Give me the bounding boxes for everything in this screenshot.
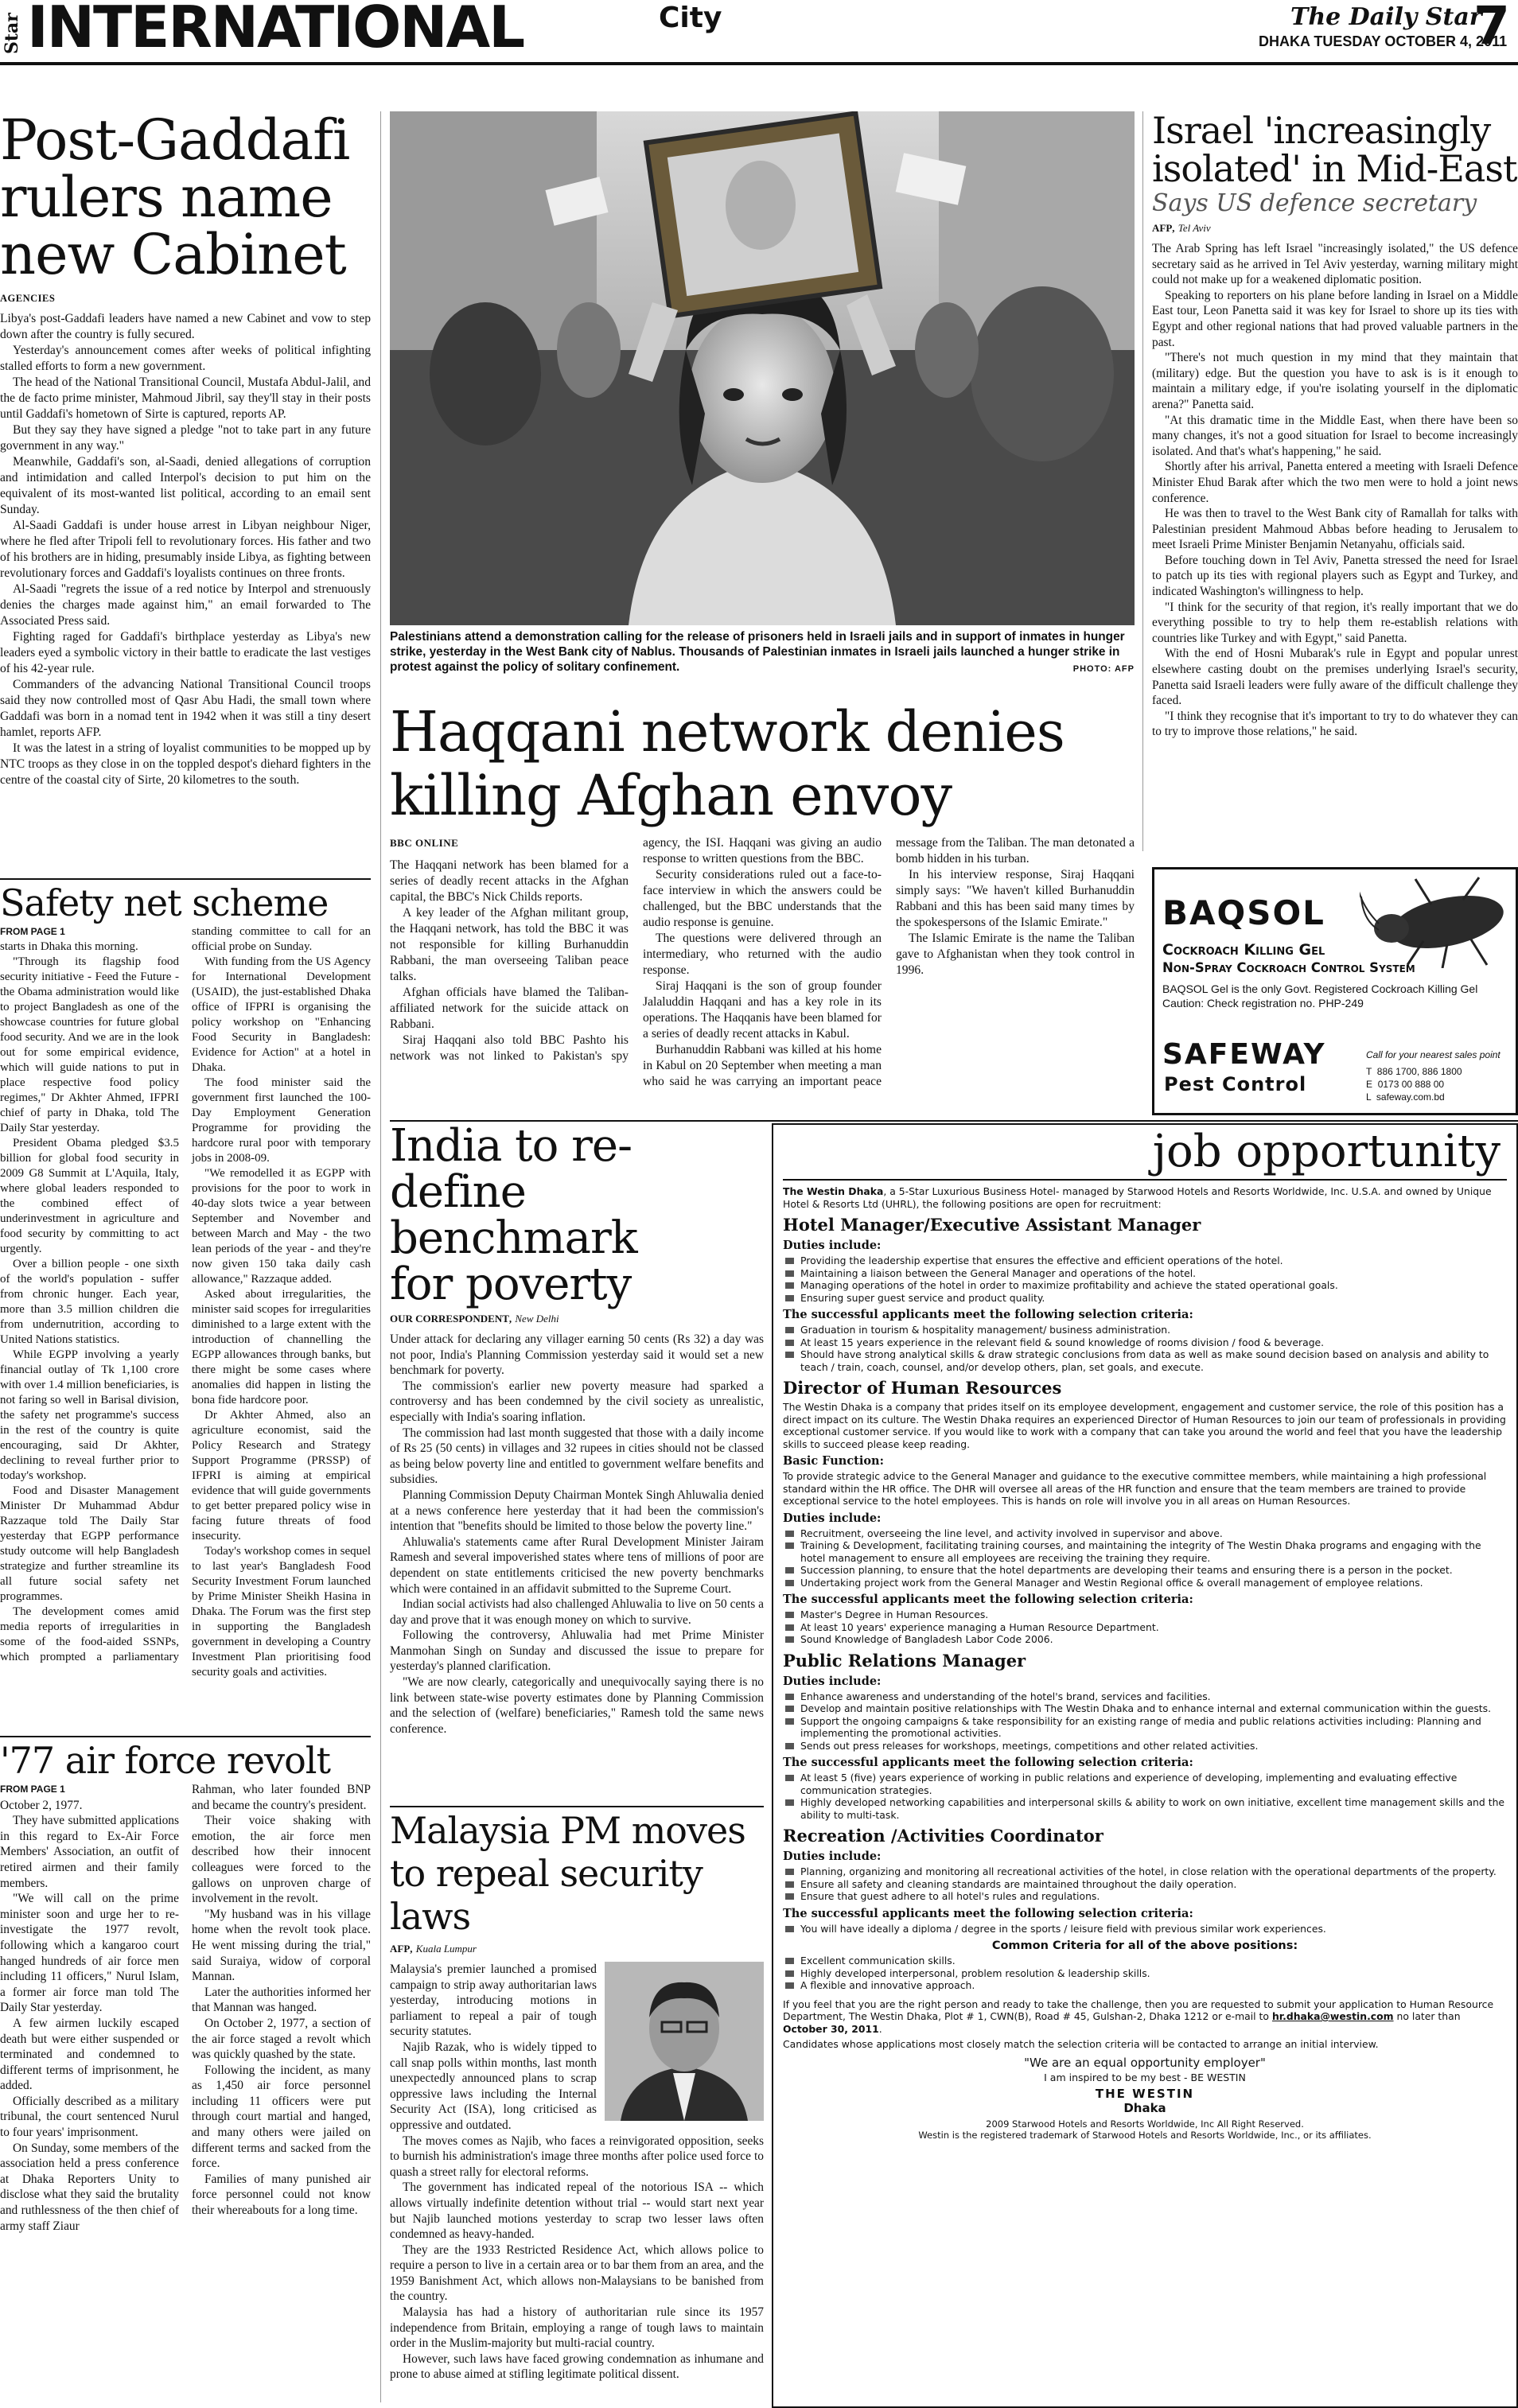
divider xyxy=(0,878,371,880)
byline-india: OUR CORRESPONDENT, New Delhi xyxy=(390,1313,559,1325)
photo-caption: Palestinians attend a demonstration calling for the release of prisoners held in Israeli jails and in support of inmates in hunger strike, yesterday in the West Bank city of Nablus. Thousands of Palestinian inmates in Israeli jails launched a hunger strike in protest against the policy of solitary confinement. PHOTO: AFP xyxy=(390,625,1135,675)
basic-function: To provide strategic advice to the General Manager and guidance to the executive committee members, while maintaining a high professional standard within the HR office. The DHR will oversee all areas of the HR function and ensure that the team members are trained to provide exceptional service to the hotel employees. This is hands on role will involve you in all areas on Human Resources. xyxy=(783,1470,1487,1507)
headline-malaysia: Malaysia PM moves to repeal security laws xyxy=(390,1809,745,1938)
job-intro: The Westin Dhaka, a 5-Star Luxurious Business Hotel- managed by Starwood Hotels and Resorts Worldwide, Inc. U.S.A. and owned by Unique Hotel & Resorts Ltd (UHRL), the following positions are open for recruitment: xyxy=(783,1185,1492,1210)
article-safety-net xyxy=(0,881,371,1731)
article-israel xyxy=(1152,111,1518,859)
headline-israel: Israel 'increasingly isolated' in Mid-East xyxy=(1152,111,1517,190)
duties-label: Duties include: xyxy=(783,1850,882,1863)
criteria-list: You will have ideally a diploma / degree in the sports / leisure field with previous similar work experiences. xyxy=(783,1923,1507,1935)
body-israel: The Arab Spring has left Israel "increasingly isolated," the US defence secretary said as he arrived in Tel Aviv yesterday, warning military might could not make up for a weakened diplomatic position. Speaking to reporters on his plane before landing in Israel on a Middle East tour, Leon Panetta said it was key for Israel to shore up its ties with Egypt and other regional nations that had proved valuable partners in the past. "There's not much question in my mind that they maintain that (military) edge. But the question you have to ask is is it enough to maintain a military edge, if you're isolating yourself in the diplomatic arena?" Panetta said. "At this dramatic time in the Middle East, when there have been so many changes, it's not a good situation for Israel to become increasingly isolated. And that's what's happening," he said. Shortly after his arrival, Panetta entered a meeting with Israeli Defence Minister Ehud Barak after which the two men were to hold a joint news conference. He was then to travel to the West Bank city of Ramallah for talks with Palestinian president Mahmoud Abbas before heading to Jerusalem to meet Israeli Prime Minister Benjamin Netanyahu, officials said. Before touching down in Tel Aviv, Panetta stressed the need for Israel to patch up its ties with regional players such as Egypt and Turkey, and indicated Washington's willingness to help. "I think for the security of that region, it's really important that we do everything possible to try to help them re-establish relations with countries like Turkey and with Egypt," said Panetta. With the end of Hosni Mubarak's rule in Egypt and popular unrest elsewhere casting doubt on the premises underlying Israel's security, Panetta said Israeli leaders were fully aware of the difficult challenge they faced. "I think they recognise that it's important to try to do whatever they can to try to improve those relations," he said. xyxy=(1152,242,1518,739)
article-air-force-revolt xyxy=(0,1739,371,2408)
column-rule xyxy=(380,111,381,2402)
headline-india: India to re-define benchmark for poverty xyxy=(390,1123,637,1310)
ad-line4: Caution: Check registration no. PHP-249 xyxy=(1162,997,1364,1009)
headline-safety-net: Safety net scheme xyxy=(0,881,329,924)
duties-list: Enhance awareness and understanding of the hotel's brand, services and facilities. Develop and maintain positive relationships with The Westin Dhaka and to enhance internal and external communication within the guests. Support the ongoing campaigns & take responsibility for an existing range of media and public relations activities including: Planning and implementing the promotional activities. Sends out press releases for workshops, meetings, competitions and other related activities. xyxy=(783,1690,1507,1753)
criteria-label: The successful applicants meet the following selection criteria: xyxy=(783,1308,1193,1321)
ad-line3: BAQSOL Gel is the only Govt. Registered Cockroach Killing Gel xyxy=(1162,982,1478,995)
byline-israel: AFP, Tel Aviv xyxy=(1152,222,1211,234)
inspired: I am inspired to be my best - BE WESTIN xyxy=(1044,2071,1246,2083)
body-malaysia: Malaysia's premier launched a promised campaign to strip away authoritarian laws yesterday, introducing motions in parliament to repeal a pair of tough security statutes. Najib Razak, who is widely tipped to call snap polls within months, last month unexpectedly announced plans to scrap oppressive laws including the Internal Security Act (ISA), long criticised as oppressive and outdated. The moves comes as Najib, who faces a reinvigorated opposition, seeks to burnish his administration's image three months after police used force to quash a street rally for electoral reforms. The government has indicated repeal of the notorious ISA -- which allows virtually indefinite detention without trial -- would start next year but Najib launched motions yesterday to scrap two lesser laws often condemned as heavy-handed. They are the 1933 Restricted Residence Act, which allows police to require a person to live in a certain area or to bar them from an area, and the 1959 Banishment Act, which allows non-Malaysians to be banished from the country. Malaysia has had a history of authoritarian rule since its 1957 independence from Britain, employing a range of tough laws to maintain order in the Muslim-majority but multi-racial country. However, such laws have faced growing condemnation as inhumane and prone to abuse aimed at stifling legitimate political dissent. xyxy=(390,1963,764,2382)
article-malaysia xyxy=(390,1809,764,2408)
criteria-list: At least 5 (five) years experience of working in public relations and experience of developing, implementing and evaluating effective communication strategies. Highly developed networking capabilities and interpersonal skills & ability to work on own initiative, excellent time management skills and the ability to multi-task. xyxy=(783,1772,1507,1821)
copyright: 2009 Starwood Hotels and Resorts Worldwide, Inc All Right Reserved. Westin is the registered trademark of Starwood Hotels and Resorts Worldwide, Inc., or its affiliates. xyxy=(918,2118,1372,2141)
job-title-rule xyxy=(783,1179,1507,1181)
column-rule xyxy=(1142,111,1143,851)
apply-email[interactable]: hr.dhaka@westin.com xyxy=(1271,2010,1394,2022)
star-logo: Star xyxy=(2,13,22,54)
ad-cta: Call for your nearest sales point xyxy=(1366,1049,1500,1060)
ad-baqsol xyxy=(1152,867,1518,1115)
page-number: 7 xyxy=(1473,0,1510,56)
byline-malaysia: AFP, Kuala Lumpur xyxy=(390,1943,477,1955)
duties-list: Planning, organizing and monitoring all recreational activities of the hotel, in close relation with the operational departments of the property. Ensure all safety and cleaning standards are maintained throughout the daily operation. Ensure that guest adhere to all hotel's rules and regulations. xyxy=(783,1865,1507,1903)
job-position-title: Public Relations Manager xyxy=(783,1650,1026,1671)
divider xyxy=(0,1736,371,1737)
byline-gaddafi: AGENCIES xyxy=(0,293,56,304)
paper-name: The Daily Star xyxy=(1290,3,1482,31)
duties-list: Providing the leadership expertise that ensures the effective and efficient operations of the hotel. Maintaining a liaison between the General Manager and operations of the hotel. Managing operations of the hotel in order to maximize profitability and achieve the stated operational goals. Ensuring super guest service and product quality. xyxy=(783,1255,1507,1304)
criteria-label: The successful applicants meet the following selection criteria: xyxy=(783,1906,1193,1920)
ad-brand2: SAFEWAY xyxy=(1162,1038,1326,1071)
masthead-rule xyxy=(0,62,1518,65)
job-position-title: Director of Human Resources xyxy=(783,1378,1062,1398)
article-haqqani xyxy=(390,700,1135,1114)
cockroach-icon xyxy=(1360,873,1516,968)
photo-caption-box xyxy=(390,625,1135,686)
criteria-list: Graduation in tourism & hospitality management/ business administration. At least 15 years experience in the relevant field & sound knowledge of rooms division / food & beverage. Should have strong analytical skills & draw strategic conclusions from data as well as make sound decision based on analysis and ability to teach / train, coach, counsel, and/or develop others, plan, set goals, and execute. xyxy=(783,1324,1507,1373)
body-india: Under attack for declaring any villager earning 50 cents (Rs 32) a day was not poor, India's Planning Commission yesterday said it would set a new benchmark for poverty. The commission's earlier new poverty measure had sparked a controversy and has been condemned by the civil society as unrealistic, especially with India's soaring inflation. The commission had last month suggested that those with a daily income of Rs 25 (50 cents) in villages and 32 rupees in cities should not be classed as being below poverty line and entitled to government welfare benefits and subsidies. Planning Commission Deputy Chairman Montek Singh Ahluwalia denied at a news conference here yesterday that it had been the commission's intention that "benefits should be limited to those below the poverty line." Ahluwalia's statements came after Rural Development Minister Jairam Ramesh and several impoverished states where tens of millions of poor are dependent on state entitlements criticised the new poverty benchmarks which were contained in an affidavit submitted to the Supreme Court. Indian social activists had also challenged Ahluwalia to live on 50 cents a day and prove that it was enough money on which to survive. Following the controversy, Ahluwalia had met Prime Minister Manmohan Singh on Sunday and discussed the issue to prepare for yesterday's planned clarification. "We are now clearly, categorically and unequivocally saying there is no link between state-wise poverty estimates done by Planning Commission and the selection of (welfare) beneficiaries," Ramesh told the same news conference. xyxy=(390,1332,764,1736)
divider xyxy=(390,1806,764,1807)
criteria-label: The successful applicants meet the following selection criteria: xyxy=(783,1756,1193,1769)
body-gaddafi: Libya's post-Gaddafi leaders have named a new Cabinet and vow to step down after the country is fully secured. Yesterday's announcement comes after weeks of political infighting stalled efforts to form a new government. The head of the National Transitional Council, Mustafa Abdul-Jalil, and the de facto prime minister, Mahmoud Jibril, say they'll stay in their posts until Gaddafi's hometown of Sirte is captured, reports AP. But they say they have signed a pledge "not to take part in any future government in any way." Meanwhile, Gaddafi's son, al-Saadi, denied allegations of corruption and intimidation and called Interpol's decision to put him on the equivalent of its most-wanted list political, according to an email sent Sunday. Al-Saadi Gaddafi is under house arrest in Libyan neighbour Niger, where he fled after Tripoli fell to revolutionary forces. His father and two of his brothers are in hiding, presumably inside Libya, as fighting between revolutionary forces and Gaddafi's loyalists continues on three fronts. Al-Saadi "regrets the issue of a red notice by Interpol and strenuously denies the charges made against him," an email forwarded to The Associated Press said. Fighting raged for Gaddafi's birthplace yesterday as Libya's new leaders eyed a symbolic victory in their battle to eradicate the last vestiges of his 42-year rule. Commanders of the advancing National Transitional Council troops said they now controlled most of Qasr Abu Hadi, the small town where Gaddafi was born in a nomad tent in 1942 when it was still a tiny desert hamlet, reports AFP. It was the latest in a string of loyalist communities to be mopped up by NTC troops as they close in on the toppled despot's diehard fighters in the centre of the coastal city of Sirte, 20 kilometres to the south. xyxy=(0,312,371,787)
headline-haqqani: Haqqani network denies killing Afghan envoy xyxy=(390,700,1065,828)
job-title: job opportunity xyxy=(1152,1126,1500,1177)
basic-function-label: Basic Function: xyxy=(783,1454,884,1468)
ad-job-opportunity xyxy=(772,1123,1518,2408)
criteria-label: The successful applicants meet the following selection criteria: xyxy=(783,1593,1193,1606)
common-criteria-list: Excellent communication skills. Highly developed interpersonal, problem resolution & leadership skills. A flexible and innovative approach. xyxy=(783,1955,1507,1992)
job-position-title: Hotel Manager/Executive Assistant Manager xyxy=(783,1215,1201,1235)
body-safety-net: FROM PAGE 1 starts in Dhaka this morning. "Through its flagship food security initiative - Feed the Future - the Obama administration would like to project Bangladesh as one of the showcase countries for future global food security. And we are in the look out for some empirical evidence, which will guide nations to put in place respective food policy regimes," Dr Akhter Ahmed, IFPRI chief of party in Dhaka, told The Daily Star yesterday. President Obama pledged $3.5 billion for global food security in 2009 G8 Summit at L'Aquila, Italy, where global leaders responded to the combined effect of underinvestment in agriculture and food security by committing to act urgently. Over a billion people - one sixth of the world's population - suffer from chronic hunger. Each year, more than 3.5 million children die from undernutrition, according to United Nations statistics. While EGPP involving a yearly financial outlay of Tk 1,100 crore with over 1.4 million beneficiaries, is not faring so well in Barisal division, the safety net programme's success in the rest of the country is quite encouraging, said Dr Akhter, declining to reveal further prior to today's workshop. Food and Disaster Management Minister Dr Muhammad Abdur Razzaque told The Daily Star yesterday that EGPP performance study outcome will help Bangladesh strategize and further streamline its all future social safety net programmes. The development comes amid media reports of irregularities in some of the food-aided SSNPs, which prompted a parliamentary standing committee to call for an official probe on Sunday. With funding from the US Agency for International Development (USAID), the just-established Dhaka office of IFPRI is organising the policy workshop on "Enhancing Food Security in Bangladesh: Evidence for Action" at a hotel in Dhaka. The food minister said the government first launched the 100-Day Employment Generation Programme for providing the hardcore rural poor with temporary jobs in 2008-09. "We remodelled it as EGPP with provisions for the poor to work in 40-day slots twice a year between September and November and between March and May - the two lean periods of the year - and they're now given 150 taka daily cash allowance," Razzaque added. Asked about irregularities, the minister said scopes for irregularities diminished to a large extent with the introduction of channelling the EGPP allowances through banks, but there might be some cases where anomalies did happen in listing the bona fide hardcore poor. Dr Akhter Ahmed, also an agriculture economist, said the Policy Research and Strategy Support Programme (PRSSP) of IFPRI is aiming at empirical evidence that will guide governments to get better prepared policy wise in facing future threats of food insecurity. Today's workshop comes in sequel to last year's Bangladesh Food Security Investment Forum launched by Prime Minister Sheikh Hasina in Dhaka. The Forum was the first step in supporting the Bangladesh government in developing a Country Investment Plan prioritising food security goals and activities. xyxy=(0,925,371,1679)
ad-line2: Non-Spray Cockroach Control System xyxy=(1162,960,1415,975)
common-criteria-title: Common Criteria for all of the above positions: xyxy=(991,1939,1298,1952)
photo-credit: PHOTO: AFP xyxy=(1072,664,1135,674)
job-summary: The Westin Dhaka is a company that prides itself on its employee development, engagement and customer service, the role of this position has a direct impact on its culture. The Westin Dhaka requires an experienced Director of Human Resources to join our team of professionals in providing exceptional customer service. If you would like to work with a company that can take you around the world and feel that you have the leadership skills to succeed please keep reading. xyxy=(783,1401,1506,1450)
duties-list: Recruitment, overseeing the line level, and activity involved in supervisor and above. Training & Development, facilitating training courses, and maintaining the integrity of The Westin Dhaka programs and engaging with the hotel management to ensure all employees are receiving the training they require. Succession planning, to ensure that the hotel departments are developing their teams and ensuring there is a person in the pocket. Undertaking project work from the General Manager and Westin Regional office & overall management of employee relations. xyxy=(783,1527,1507,1589)
portrait-najib xyxy=(605,1962,764,2121)
section-title: INTERNATIONAL xyxy=(27,0,524,60)
masthead xyxy=(0,0,1518,64)
subhead-israel: Says US defence secretary xyxy=(1152,189,1477,217)
body-air-force-revolt: FROM PAGE 1 October 2, 1977. They have submitted applications in this regard to Ex-Air Force Members' Association, an outfit of retired airmen and their family members. "We will call on the prime minister soon and urge her to re-investigate the 1977 revolt, following which a kangaroo court hanged hundreds of air force men including 11 officers," Nurul Islam, a former air force man told The Daily Star yesterday. A few airmen luckily escaped death but were either suspended or terminated and condemned to different terms of imprisonment, he added. Officially described as a military tribunal, the court sentenced Nurul to four years' imprisonment. On Sunday, some members of the association held a press conference at Dhaka Reporters Unity to disclose what they said the brutality and ruthlessness of the then chief of army staff Ziaur Rahman, who later founded BNP and became the country's president. Their voice shaking with emotion, the air force men described how their innocent colleagues were forced to the gallows on unproven charge of involvement in the revolt. "My husband was in his village home when the revolt took place. He went missing during the trial," said Suraiya, widow of corporal Mannan. Later the authorities informed her that Mannan was hanged. On October 2, 1977, a section of the air force staged a revolt which was quickly quashed by the state. Following the incident, as many as 1,450 air force personnel including 11 officers were put through court martial and hanged, and many others were jailed on different terms and sacked from the force. Families of many punished air force personnel could not know their whereabouts for a long time. xyxy=(0,1783,371,2233)
headline-gaddafi: Post-Gaddafi rulers name new Cabinet xyxy=(0,111,350,287)
ad-contacts: T 886 1700, 886 1800 E 0173 00 888 00 L safeway.com.bd xyxy=(1366,1066,1462,1103)
news-photo xyxy=(390,111,1135,625)
westin-logo: THE WESTIN Dhaka xyxy=(1095,2086,1195,2115)
apply-note: Candidates whose applications most closely match the selection criteria will be contacted to arrange an initial interview. xyxy=(783,2038,1379,2050)
duties-label: Duties include: xyxy=(783,1511,882,1525)
eoe: "We are an equal opportunity employer" xyxy=(1024,2055,1266,2070)
article-india xyxy=(390,1123,764,1799)
city-label: City xyxy=(659,2,722,34)
ad-brand2-sub: Pest Control xyxy=(1164,1073,1307,1095)
headline-air-force-revolt: '77 air force revolt xyxy=(0,1739,330,1782)
apply-instructions: If you feel that you are the right person and ready to take the challenge, then you are requested to submit your application to Human Resource Department, The Westin Dhaka, Plot # 1, CWN(B), Road # 45, Gulshan-2, Dhaka 1212 or e-mail to hr.dhaka@westin.com no later than October 30, 2011. xyxy=(783,1998,1494,2035)
dateline: DHAKA TUESDAY OCTOBER 4, 2011 xyxy=(1259,33,1508,49)
photo-palestinian-girl xyxy=(390,111,1135,625)
ad-brand: BAQSOL xyxy=(1162,893,1325,932)
article-gaddafi xyxy=(0,111,371,867)
duties-label: Duties include: xyxy=(783,1674,882,1688)
criteria-list: Master's Degree in Human Resources. At least 10 years' experience managing a Human Resource Department. Sound Knowledge of Bangladesh Labor Code 2006. xyxy=(783,1609,1507,1646)
ad-line1: Cockroach Killing Gel xyxy=(1162,941,1325,959)
body-haqqani: BBC ONLINE The Haqqani network has been blamed for a series of deadly recent attacks in the Afghan capital, the BBC's Nick Childs reports. A key leader of the Afghan militant group, the Haqqani network, has told the BBC it was not responsible for killing Burhanuddin Rabbani, the man overseeing Taliban peace talks. Afghan officials have blamed the Taliban-affiliated network for the suicide attack on Rabbani. Siraj Haqqani also told BBC Pashto his network was not linked to Pakistan's spy agency, the ISI. Haqqani was giving an audio response to written questions from the BBC. Security considerations ruled out a face-to-face interview in which the answers could be challenged, but the BBC understands that the audio response is genuine. The questions were delivered through an intermediary, who returned with the audio response. Siraj Haqqani is the son of group founder Jalaluddin Haqqani and has a key role in its operations. The Haqqanis have been blamed for a series of deadly recent attacks in Kabul. Burhanuddin Rabbani was killed at his home in Kabul on 20 September when meeting a man who said he was carrying an important peace message from the Taliban. The man detonated a bomb hidden in his turban. In his interview response, Siraj Haqqani simply says: "We haven't killed Burhanuddin Rabbani and this has been said many times by the spokespersons of the Islamic Emirate." The Islamic Emirate is the name the Taliban gave to Afghanistan when they took control in 1996. xyxy=(390,836,1135,1088)
divider xyxy=(390,1120,1518,1122)
photo-najib xyxy=(605,1962,764,2121)
job-position-title: Recreation /Activities Coordinator xyxy=(783,1826,1103,1846)
duties-label: Duties include: xyxy=(783,1239,882,1252)
